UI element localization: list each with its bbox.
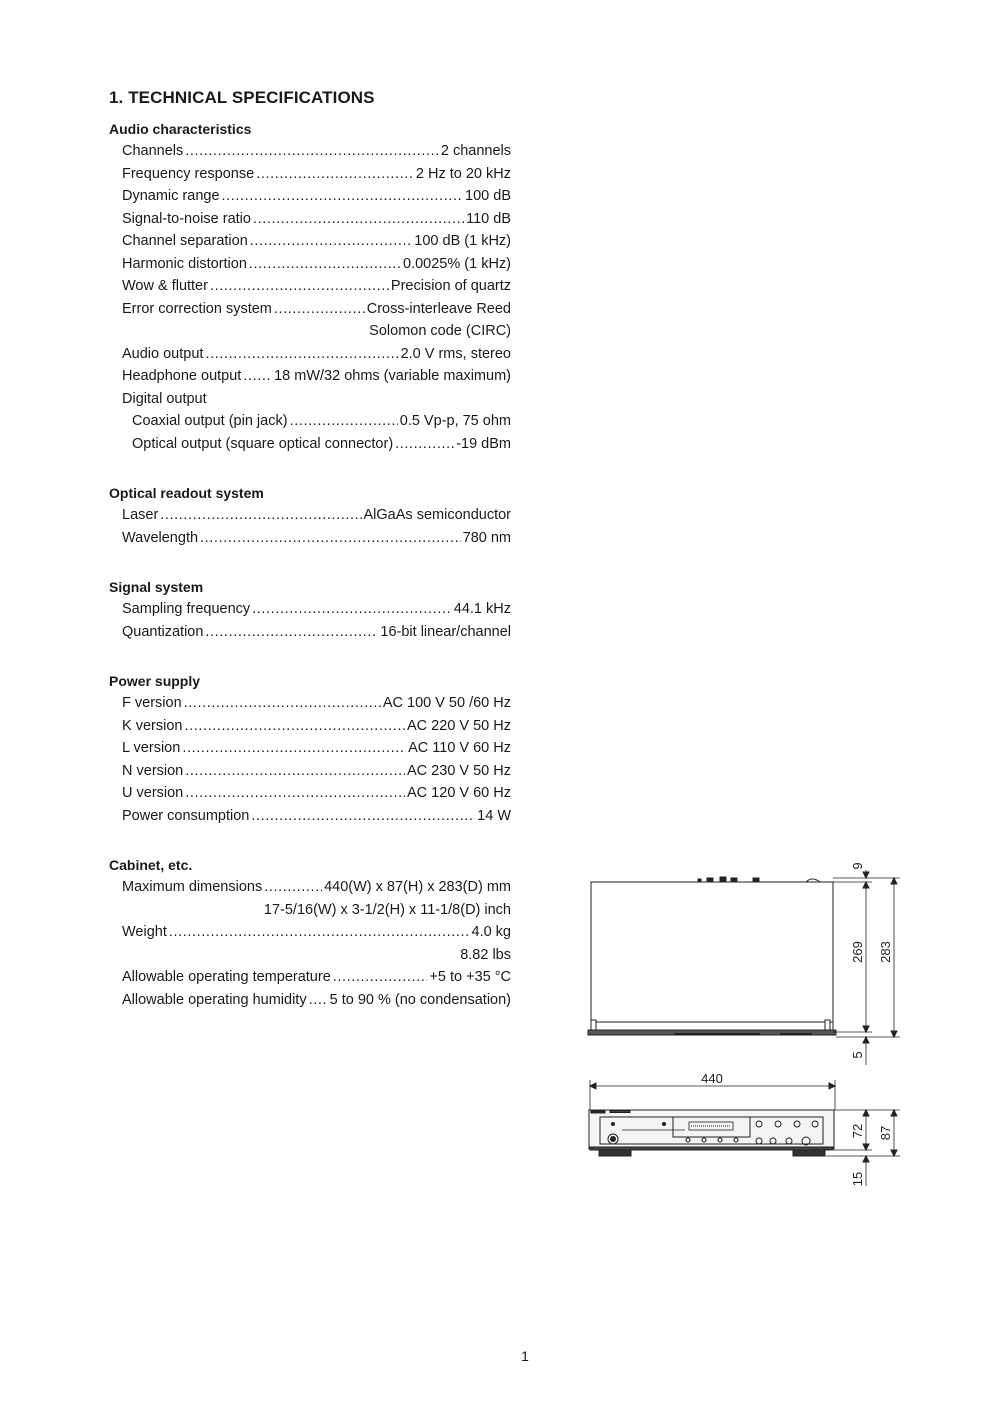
rear-connector [720, 877, 726, 882]
spec-label: Wow & flutter [122, 278, 208, 294]
spec-value: AlGaAs semiconductor [363, 507, 511, 523]
spec-label: Signal-to-noise ratio [122, 210, 251, 227]
spec-value: 100 dB (1 kHz) [414, 233, 511, 249]
spec-value: 4.0 kg [471, 924, 511, 940]
spec-label: Optical output (square optical connector) [132, 435, 394, 452]
spec-value: Precision of quartz [390, 278, 511, 294]
spec-value: 8.82 lbs [460, 946, 511, 963]
spec-label: Channel separation [122, 233, 248, 249]
spec-value: 110 dB [466, 210, 511, 227]
spec-label: Laser [122, 507, 159, 523]
rear-connector [707, 878, 713, 882]
section-heading: Cabinet, etc. [109, 857, 193, 873]
page-title: 1. TECHNICAL SPECIFICATIONS [109, 88, 375, 107]
spec-label: Dynamic range [122, 188, 220, 204]
spec-value: Solomon code (CIRC) [369, 323, 511, 339]
spec-value: 14 W [477, 807, 511, 824]
spec-label: F version [122, 695, 182, 711]
spec-value: 100 dB [465, 188, 511, 204]
top-view [588, 870, 900, 1065]
spec-value: 0.0025% (1 kHz) [403, 255, 511, 272]
section-heading: Optical readout system [109, 485, 264, 501]
spec-value: -19 dBm [456, 435, 511, 452]
spec-label: Wavelength [122, 529, 199, 546]
spec-label: Error correction system [122, 300, 272, 317]
spec-label: Harmonic distortion [122, 255, 247, 272]
spec-value: 2 channels [440, 143, 511, 159]
spec-label: Digital output [122, 390, 207, 407]
spec-label: Coaxial output (pin jack) [132, 413, 288, 429]
spec-value: Cross-interleave Reed [366, 300, 511, 317]
spec-value: 17-5/16(W) x 3-1/2(H) x 11-1/8(D) inch [263, 901, 511, 918]
spec-label: Frequency response [122, 165, 255, 182]
spec-value: AC 100 V 50 /60 Hz [382, 695, 511, 711]
section-heading: Audio characteristics [109, 121, 252, 137]
top-view-foot [825, 1020, 830, 1030]
spec-value: AC 120 V 60 Hz [407, 785, 511, 801]
spec-value: 5 to 90 % (no condensation) [329, 991, 511, 1008]
spec-label: Quantization [122, 623, 204, 640]
spec-value: 44.1 kHz [453, 601, 511, 617]
spec-label: Allowable operating temperature [122, 969, 331, 985]
spec-label: Weight [122, 924, 167, 940]
page-number: 1 [521, 1348, 529, 1364]
dim-label-72: 72 [850, 1123, 865, 1139]
spec-label: L version [122, 740, 181, 756]
spec-label: Allowable operating humidity [122, 991, 307, 1008]
spec-label: N version [122, 762, 184, 779]
section-heading: Signal system [109, 579, 204, 595]
rear-connector [731, 878, 737, 882]
spec-value: 2 Hz to 20 kHz [415, 165, 511, 182]
brand-logo [591, 1110, 605, 1113]
dim-label-87: 87 [878, 1125, 893, 1141]
dim-label-283: 283 [878, 941, 893, 963]
front-panel [589, 1110, 834, 1149]
spec-value: 440(W) x 87(H) x 283(D) mm [324, 879, 511, 895]
spec-label: Headphone output [122, 368, 242, 384]
spec-value: 780 nm [462, 529, 511, 546]
spec-value: AC 110 V 60 Hz [408, 740, 511, 756]
spec-value: 18 mW/32 ohms (variable maximum) [274, 368, 511, 384]
dim-label-440: 440 [701, 1071, 723, 1086]
front-foot [599, 1150, 631, 1156]
section-heading: Power supply [109, 673, 201, 689]
spec-label: Channels [122, 143, 184, 159]
spec-label: Sampling frequency [122, 601, 251, 617]
spec-label: Audio output [122, 345, 204, 362]
spec-label: K version [122, 717, 183, 734]
spec-label: Power consumption [122, 807, 250, 824]
spec-value: 2.0 V rms, stereo [400, 345, 511, 362]
dim-label-5: 5 [850, 1051, 865, 1059]
top-view-foot [591, 1020, 596, 1030]
front-foot [793, 1150, 825, 1156]
top-view-body [591, 882, 833, 1022]
spec-value: AC 230 V 50 Hz [407, 762, 511, 779]
spec-value: 16-bit linear/channel [380, 623, 511, 640]
spec-label: U version [122, 785, 184, 801]
spec-label: Maximum dimensions [122, 879, 263, 895]
dim-label-9: 9 [850, 862, 865, 870]
spec-value: AC 220 V 50 Hz [407, 717, 511, 734]
spec-value: 0.5 Vp-p, 75 ohm [399, 413, 511, 429]
rear-connector [698, 879, 701, 882]
dim-label-269: 269 [850, 941, 865, 963]
spec-value: +5 to +35 °C [429, 969, 511, 985]
rear-connector [753, 878, 759, 882]
dim-label-15: 15 [850, 1171, 865, 1187]
